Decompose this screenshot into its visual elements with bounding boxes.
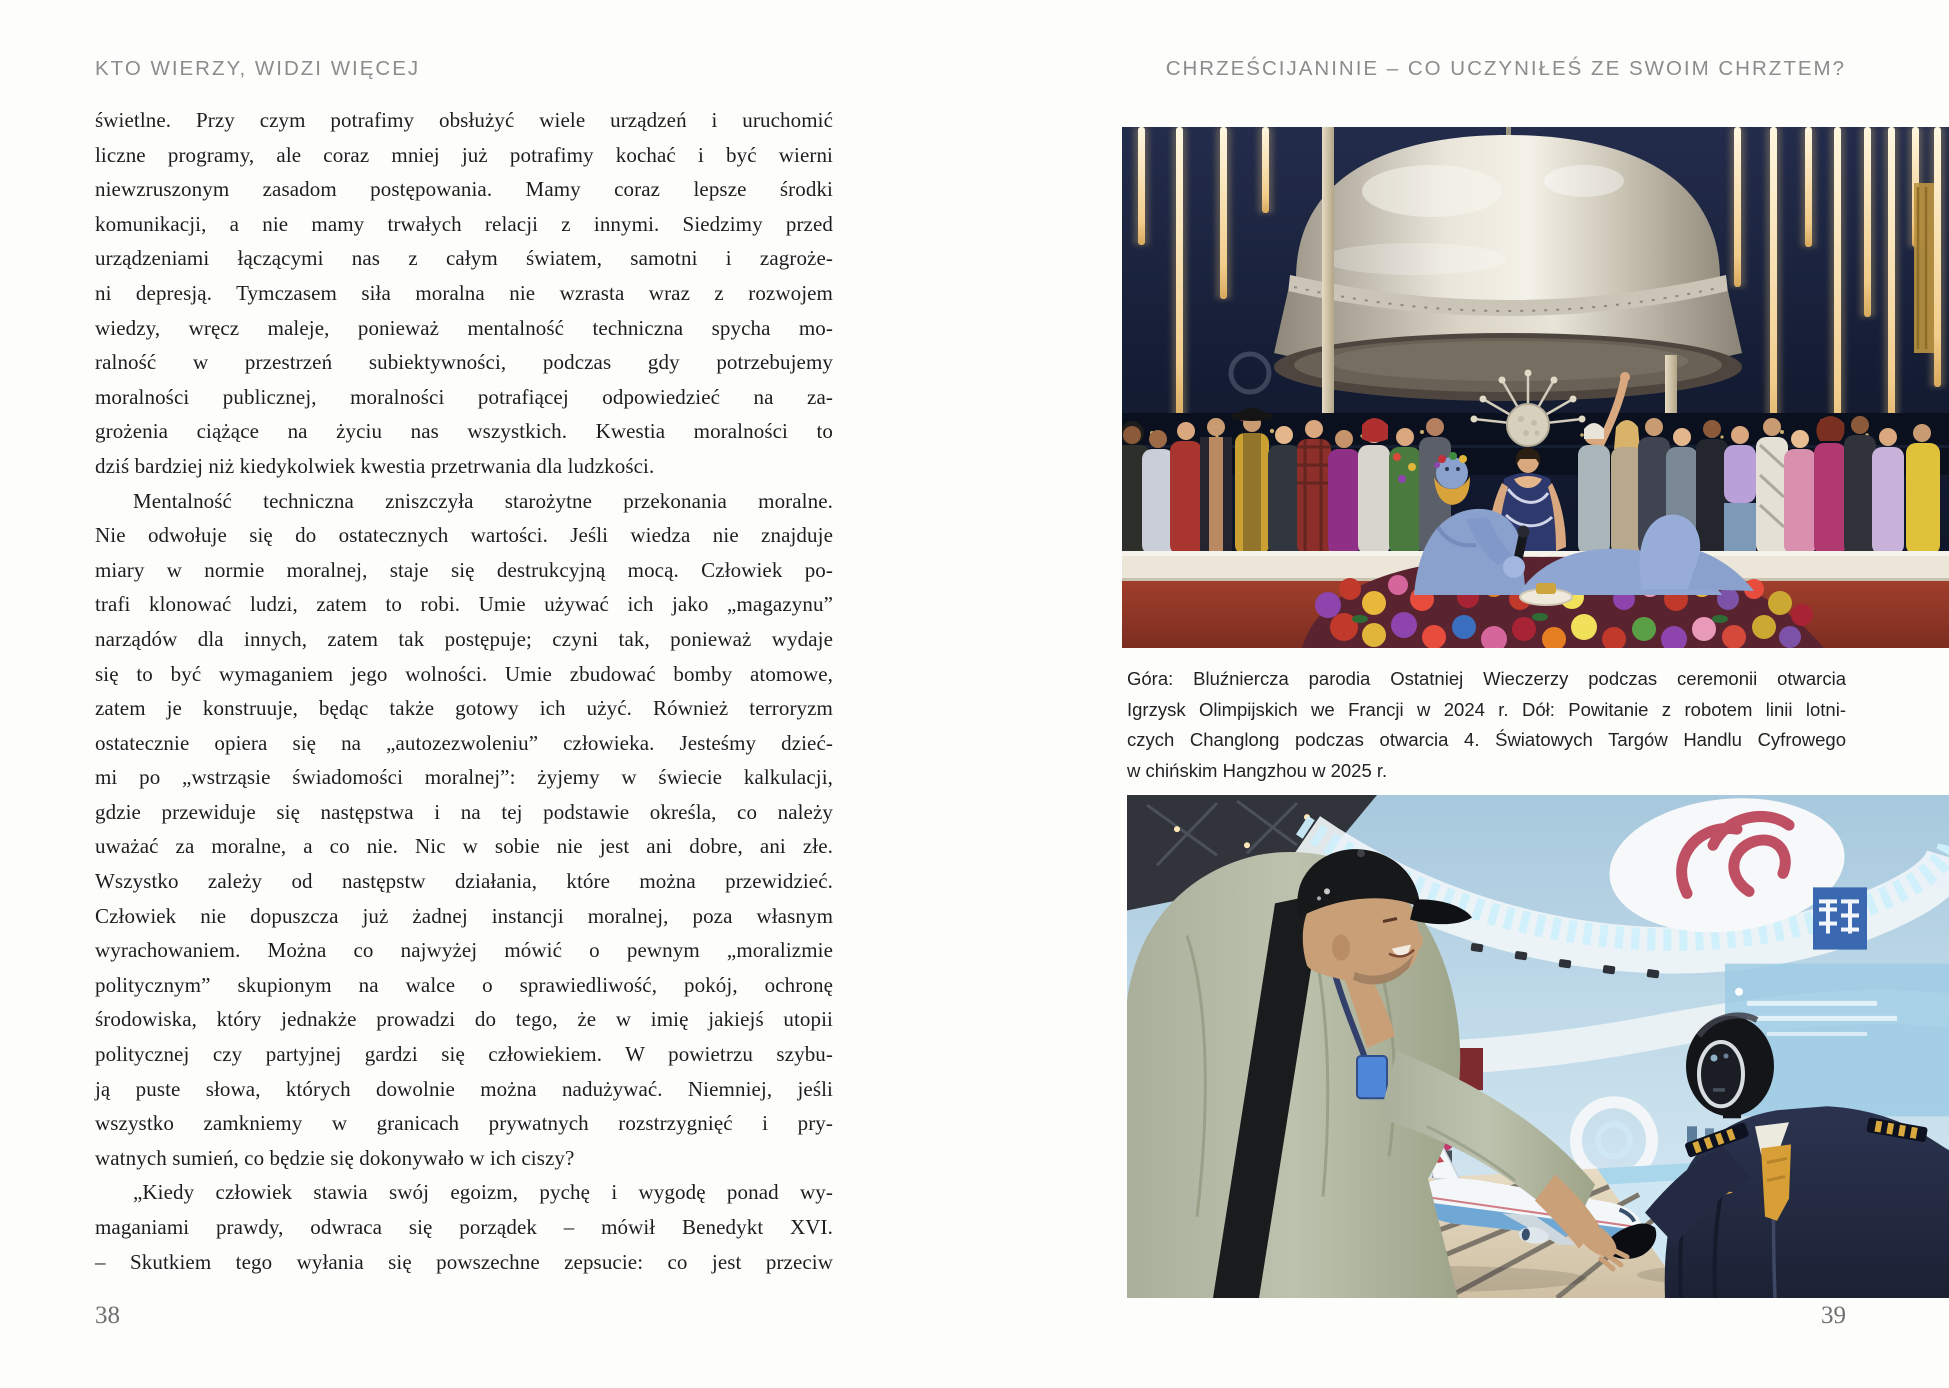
text-line: watnych sumień, co będzie się dokonywało w ich ciszy? [95, 1145, 575, 1170]
text-line: zatem je konstruuje, będąc także gotowy ich użyć. Również terroryzm [95, 696, 833, 721]
text-line: narządów dla innych, zatem tak postępuje; czyni tak, ponieważ wydaje [95, 626, 833, 651]
text-line: gdzie przewiduje się następstwa i na tej podstawie określa, co należy [95, 799, 833, 824]
text-line: w chińskim Hangzhou w 2025 r. [1127, 759, 1388, 781]
text-line: – Skutkiem tego wyłania się powszechne zepsucie: co jest przeciw [95, 1249, 833, 1274]
right-running-header: CHRZEŚCIJANINIE – CO UCZYNIŁEŚ ZE SWOIM CHRZTEM? [1165, 57, 1846, 80]
expo-robot-illustration [1127, 795, 1949, 1298]
text-line: Igrzysk Olimpijskich we Francji w 2024 r. Dół: Powitanie z robotem linii lotni- [1127, 698, 1846, 720]
text-line: ostatecznie opiera się na „autozezwoleniu” człowieka. Jesteśmy dzieć- [95, 730, 833, 755]
text-line: ją puste słowa, których dowolnie można nadużywać. Niemniej, jeśli [95, 1076, 833, 1101]
text-line: Góra: Bluźniercza parodia Ostatniej Wieczerzy podczas ceremonii otwarcia [1127, 668, 1846, 689]
text-line: politycznej czy partyjnej gardzi się człowiekiem. W powietrzu szybu- [95, 1042, 833, 1067]
olympics-ceremony-photo [1122, 127, 1949, 648]
chinese-banner [1813, 887, 1867, 949]
text-line: wiedzy, wręcz maleje, ponieważ mentalność techniczna spycha mo- [95, 315, 833, 340]
text-line: trafi klonować ludzi, zatem to robi. Umie używać ich jako „magazynu” [95, 592, 833, 617]
table-highlight [1122, 551, 1949, 556]
left-page-number: 38 [95, 1302, 120, 1329]
text-line: świetlne. Przy czym potrafimy obsłużyć wiele urządzeń i uruchomić [95, 108, 833, 132]
text-line: Człowiek nie dopuszcza już żadnej instancji moralnej, poza własnym [95, 903, 833, 928]
text-line: uważać za moralne, a co nie. Nic w sobie nie jest ani dobre, ani złe. [95, 834, 833, 859]
text-line: Nie odwołuje się do ostatecznych wartości. Jeśli wiedza nie znajduje [95, 523, 833, 548]
badge [1357, 1056, 1387, 1098]
text-line: czych Changlong podczas otwarcia 4. Światowych Targów Handlu Cyfrowego [1127, 729, 1846, 750]
goblet [1536, 583, 1556, 594]
gold-decor-strip [1914, 183, 1934, 353]
text-line: „Kiedy człowiek stawia swój egoizm, pychę i wygodę ponad wy- [133, 1180, 833, 1205]
robot-face-ring [1699, 1042, 1743, 1106]
text-line: ralność w przestrzeń subiektywności, podczas gdy potrzebujemy [95, 350, 833, 375]
text-line: Mentalność techniczna zniszczyła starożytne przekonania moralne. [133, 488, 833, 513]
text-line: moralności publicznej, moralności potrafiącej odpowiedzieć na za- [95, 384, 833, 409]
text-line: liczne programy, ale coraz mniej już potrafimy kochać i być wierni [95, 142, 833, 167]
text-line: dziś bardziej niż kiedykolwiek kwestia przetrwania dla ludzkości. [95, 453, 655, 478]
text-line: środowiska, który jednakże prowadzi do tego, że w imię jakiejś utopii [95, 1007, 833, 1032]
text-line: ni depresją. Tymczasem siła moralna nie wzrasta wraz z rozwojem [95, 280, 833, 305]
text-line: urządzeniami łączącymi nas z całym światem, samotni i zagroże- [95, 246, 833, 271]
text-line: komunikacji, a nie mamy trwałych relacji z innymi. Siedzimy przed [95, 211, 833, 236]
text-line: wszystko zamkniemy w granicach prywatnych rozstrzygnięć i pry- [95, 1111, 833, 1136]
text-line: miary w normie moralnej, staje się destrukcyjną mocą. Człowiek po- [95, 557, 833, 582]
olympics-ceremony-illustration [1122, 127, 1949, 648]
text-line: mi po „wstrząsie świadomości moralnej”: żyjemy w świecie kalkulacji, [95, 765, 833, 790]
left-running-header: KTO WIERZY, WIDZI WIĘCEJ [95, 57, 421, 80]
text-line: niewzruszonym zasadom postępowania. Mamy coraz lepsze środki [95, 177, 833, 202]
text-line: się to być wymaganiem jego wolności. Umie zbudować bomby atomowe, [95, 661, 833, 686]
right-page-number: 39 [1821, 1302, 1846, 1329]
text-line: maganiami prawdy, odwraca się porządek – mówił Benedykt XVI. [95, 1215, 833, 1239]
expo-robot-photo [1127, 795, 1949, 1298]
text-line: politycznym” skupionym na walce o sprawiedliwość, pokój, ochronę [95, 972, 833, 997]
body-text-column [95, 103, 833, 1279]
ear [1332, 935, 1350, 961]
text-line: grożenia ciążące na życiu nas wszystkich. Kwestia moralności to [95, 419, 833, 444]
text-line: Wszystko zależy od następstw działania, które można przewidzieć. [95, 869, 833, 894]
photo-caption [1127, 664, 1846, 786]
text-line: wyrachowaniem. Można co najwyżej mówić o pewnym „moralizmie [95, 938, 833, 963]
